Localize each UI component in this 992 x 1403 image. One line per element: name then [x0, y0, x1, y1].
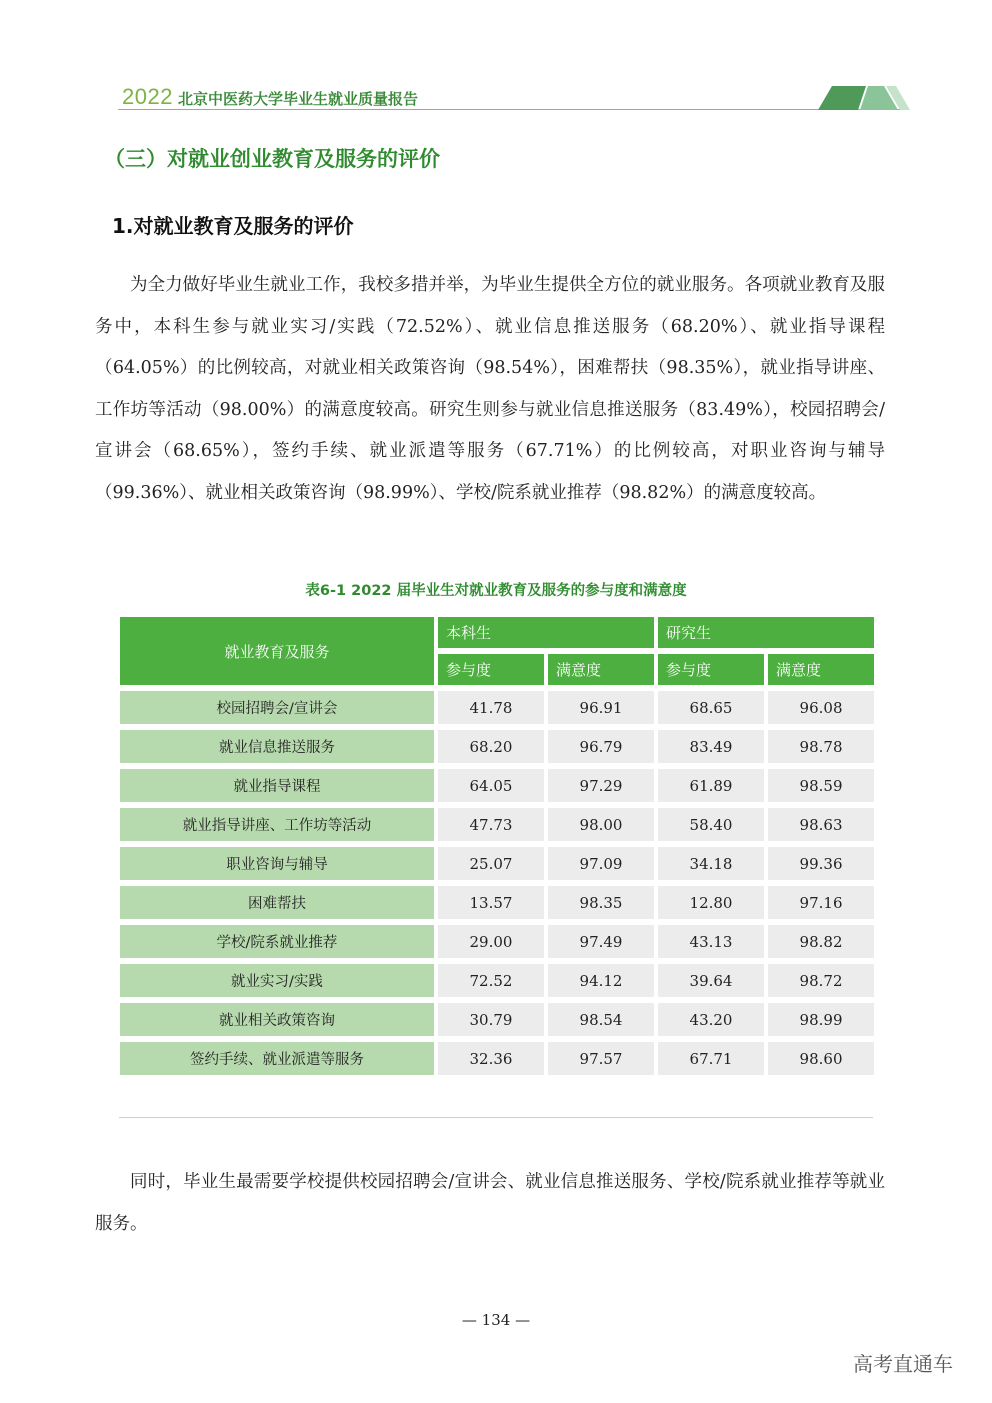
gr-satisfaction: 98.72	[768, 964, 874, 997]
header-title: 北京中医药大学毕业生就业质量报告	[178, 90, 419, 108]
gr-satisfaction: 98.59	[768, 769, 874, 802]
gr-satisfaction: 98.78	[768, 730, 874, 763]
ug-satisfaction: 98.35	[548, 886, 654, 919]
header-gr-satisfaction: 满意度	[768, 654, 874, 685]
ug-satisfaction: 96.91	[548, 691, 654, 724]
gr-participation: 43.20	[658, 1003, 764, 1036]
ug-satisfaction: 97.57	[548, 1042, 654, 1075]
header-undergrad: 本科生	[438, 617, 654, 648]
header-ug-satisfaction: 满意度	[548, 654, 654, 685]
watermark: 高考直通车	[853, 1352, 953, 1376]
gr-participation: 83.49	[658, 730, 764, 763]
table-row	[120, 1003, 874, 1036]
row-name: 就业指导课程	[120, 769, 434, 802]
ug-participation: 64.05	[438, 769, 544, 802]
gr-satisfaction: 98.82	[768, 925, 874, 958]
gr-participation: 68.65	[658, 691, 764, 724]
gr-satisfaction: 97.16	[768, 886, 874, 919]
gr-participation: 61.89	[658, 769, 764, 802]
row-name: 学校/院系就业推荐	[120, 925, 434, 958]
ug-satisfaction: 94.12	[548, 964, 654, 997]
table-header-row-1	[120, 617, 874, 648]
table-row	[120, 769, 874, 802]
table-row	[120, 1042, 874, 1075]
row-name: 就业相关政策咨询	[120, 1003, 434, 1036]
table-row	[120, 964, 874, 997]
gr-satisfaction: 99.36	[768, 847, 874, 880]
page-number: — 134 —	[461, 1311, 531, 1329]
ug-satisfaction: 97.29	[548, 769, 654, 802]
row-name: 就业指导讲座、工作坊等活动	[120, 808, 434, 841]
row-name: 就业信息推送服务	[120, 730, 434, 763]
intro-paragraph: 为全力做好毕业生就业工作，我校多措并举，为毕业生提供全方位的就业服务。各项就业教育及服务中，本科生参与就业实习/实践（72.52%）、就业信息推送服务（68.20%）、就业指导课程（64.05%）的比例较高，对就业相关政策咨询（98.54%），困难帮扶（98.35%），就业指导讲座、工作坊等活动（98.00%）的满意度较高。研究生则参与就业信息推送服务（83.49%），校园招聘会/宣讲会（68.65%），签约手续、就业派遣等服务（67.71%）的比例较高，对职业咨询与辅导（99.36%）、就业相关政策咨询（98.99%）、学校/院系就业推荐（98.82%）的满意度较高。	[95, 275, 885, 503]
page-header	[0, 0, 992, 120]
ug-participation: 30.79	[438, 1003, 544, 1036]
header-ug-participation: 参与度	[438, 654, 544, 685]
table-row	[120, 691, 874, 724]
gr-participation: 58.40	[658, 808, 764, 841]
table-row	[120, 886, 874, 919]
ug-satisfaction: 97.49	[548, 925, 654, 958]
ug-participation: 47.73	[438, 808, 544, 841]
header-graduate: 研究生	[658, 617, 874, 648]
ug-participation: 25.07	[438, 847, 544, 880]
gr-satisfaction: 98.99	[768, 1003, 874, 1036]
row-name: 就业实习/实践	[120, 964, 434, 997]
gr-participation: 34.18	[658, 847, 764, 880]
ug-satisfaction: 97.09	[548, 847, 654, 880]
header-year: 2022	[122, 84, 173, 109]
ug-satisfaction: 96.79	[548, 730, 654, 763]
table-row	[120, 925, 874, 958]
gr-satisfaction: 96.08	[768, 691, 874, 724]
ug-satisfaction: 98.00	[548, 808, 654, 841]
table-row	[120, 847, 874, 880]
row-name: 困难帮扶	[120, 886, 434, 919]
table-bottom-rule	[119, 1117, 873, 1118]
gr-participation: 67.71	[658, 1042, 764, 1075]
row-name: 职业咨询与辅导	[120, 847, 434, 880]
header-rule	[118, 109, 908, 110]
ug-participation: 29.00	[438, 925, 544, 958]
gr-satisfaction: 98.60	[768, 1042, 874, 1075]
ug-participation: 72.52	[438, 964, 544, 997]
gr-participation: 12.80	[658, 886, 764, 919]
header-service: 就业教育及服务	[120, 617, 434, 685]
subsection-title: 1.对就业教育及服务的评价	[112, 214, 354, 238]
row-name: 校园招聘会/宣讲会	[120, 691, 434, 724]
ug-participation: 41.78	[438, 691, 544, 724]
header-gr-participation: 参与度	[658, 654, 764, 685]
row-name: 签约手续、就业派遣等服务	[120, 1042, 434, 1075]
header-decoration-icon	[818, 86, 910, 110]
gr-participation: 39.64	[658, 964, 764, 997]
ug-participation: 68.20	[438, 730, 544, 763]
gr-participation: 43.13	[658, 925, 764, 958]
table-row	[120, 730, 874, 763]
ug-participation: 32.36	[438, 1042, 544, 1075]
gr-satisfaction: 98.63	[768, 808, 874, 841]
closing-paragraph: 同时，毕业生最需要学校提供校园招聘会/宣讲会、就业信息推送服务、学校/院系就业推荐等就业服务。	[95, 1172, 885, 1234]
table-row	[120, 808, 874, 841]
section-title: （三）对就业创业教育及服务的评价	[104, 147, 440, 171]
service-evaluation-table	[116, 611, 878, 1081]
table-caption: 表6-1 2022 届毕业生对就业教育及服务的参与度和满意度	[305, 583, 687, 599]
ug-participation: 13.57	[438, 886, 544, 919]
ug-satisfaction: 98.54	[548, 1003, 654, 1036]
